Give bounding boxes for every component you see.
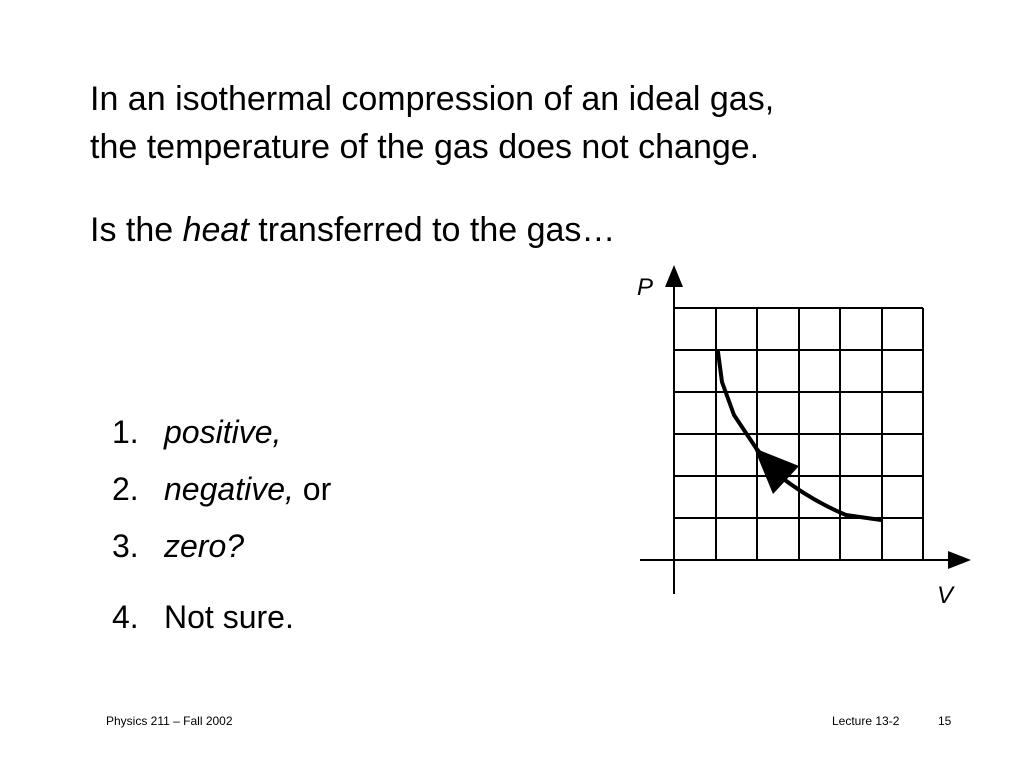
choice-number: 4. [112,599,139,635]
choice-suffix: or [293,471,332,507]
direction-arrowhead [754,448,799,494]
choice-number: 3. [112,528,139,564]
pv-axes [640,283,950,594]
y-axis-label: P [637,274,654,301]
isotherm-curve [718,352,881,520]
slide-title-line-2: the temperature of the gas does not change. [90,128,760,166]
slide-title-line-1: In an isothermal compression of an ideal gas, [90,80,775,118]
question-prefix: Is the [90,211,183,249]
footer-course: Physics 211 – Fall 2002 [106,714,233,728]
footer-page-number: 15 [938,714,952,728]
y-axis-arrowhead [665,265,683,287]
pv-grid [674,308,923,560]
choice-number: 2. [112,471,139,507]
answer-choice-3 [112,527,244,565]
x-axis-arrowhead [948,551,971,569]
question-emphasis: heat [182,211,249,249]
footer-lecture: Lecture 13-2 [832,714,900,728]
answer-choice-2 [112,470,331,508]
choice-text: zero? [164,528,245,564]
question-suffix: transferred to the gas… [248,211,616,249]
answer-choice-1 [112,413,281,451]
choice-text: positive, [164,414,282,450]
choice-text: Not sure. [164,599,294,635]
choice-number: 1. [112,414,139,450]
choice-text: negative, [164,471,294,507]
answer-choice-4 [112,598,294,636]
x-axis-label: V [937,582,954,609]
question-text [90,210,615,250]
